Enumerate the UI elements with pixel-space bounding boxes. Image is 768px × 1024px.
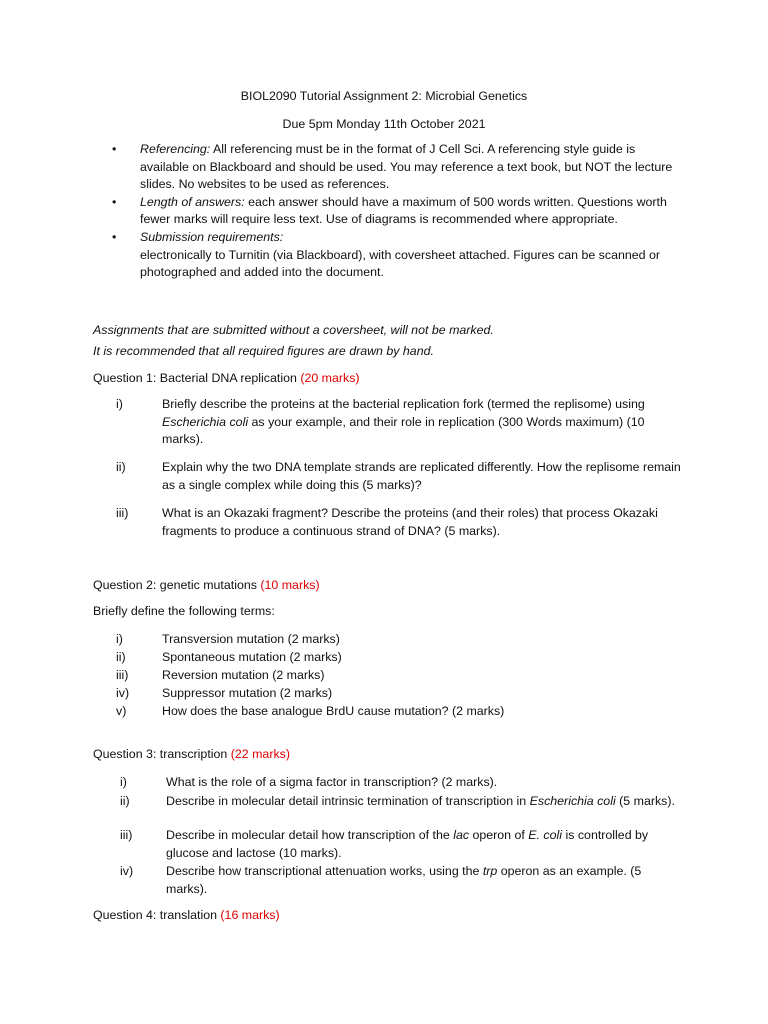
- item-text: [166, 793, 676, 811]
- item-number: ii): [116, 460, 126, 474]
- item-number: iii): [120, 828, 133, 842]
- requirements-list: [112, 141, 682, 282]
- list-item: [116, 685, 716, 703]
- item-number: ii): [116, 650, 126, 664]
- bullet-referencing: [112, 141, 682, 194]
- question-1-heading: [93, 370, 360, 388]
- list-item: [116, 703, 716, 721]
- item-text-italic: trp: [482, 864, 498, 878]
- item-text: What is the role of a sigma factor in transcription? (2 marks).: [166, 775, 498, 789]
- item-number: i): [116, 632, 123, 646]
- question-2-intro: Briefly define the following terms:: [93, 604, 275, 618]
- item-number: iii): [116, 506, 129, 520]
- item-text-part: (5 marks).: [615, 794, 675, 808]
- item-number: iv): [120, 864, 134, 878]
- bullet-length: [112, 194, 682, 229]
- list-item: [116, 667, 716, 685]
- item-text-italic: E. coli: [528, 828, 563, 842]
- item-text: Suppressor mutation (2 marks): [162, 686, 333, 700]
- bullet-text: electronically to Turnitin (via Blackboard), with coversheet attached. Figures can be scanned or photographed and added into the document.: [140, 247, 660, 280]
- item-text-part: operon of: [469, 828, 529, 842]
- bullet-label: Length of answers:: [140, 194, 245, 209]
- bullet-text: All referencing must be in the format of J Cell Sci. A referencing style guide is available on Blackboard and should be used. You may reference a text book, but NOT the lecture slides. No websites to be used as references.: [140, 142, 673, 192]
- list-item: [116, 649, 716, 667]
- document-title: BIOL2090 Tutorial Assignment 2: Microbial Genetics: [240, 89, 528, 103]
- item-text-part: is controlled by glucose and lactose (10 marks).: [166, 828, 649, 860]
- item-number: i): [120, 775, 127, 789]
- item-number: iii): [116, 668, 129, 682]
- item-text-italic: Escherichia coli: [529, 794, 616, 808]
- question-2-heading: [93, 577, 320, 595]
- question-title: Question 4: translation: [93, 908, 221, 922]
- question-title: Question 3: transcription: [93, 747, 231, 761]
- note-figures: It is recommended that all required figures are drawn by hand.: [93, 344, 434, 358]
- bullet-dot-icon: •: [112, 194, 117, 209]
- notes: [93, 322, 693, 364]
- item-text-italic: Escherichia coli: [162, 414, 249, 429]
- item-number: ii): [120, 794, 130, 808]
- question-marks: (22 marks): [230, 747, 290, 761]
- item-number: v): [116, 704, 127, 718]
- bullet-text: each answer should have a maximum of 500 words written. Questions worth fewer marks will require less text. Use of diagrams is recommended where appropriate.: [140, 194, 667, 227]
- item-text-part: Describe in molecular detail how transcription of the: [166, 828, 454, 842]
- item-text: How does the base analogue BrdU cause mutation? (2 marks): [162, 704, 505, 718]
- bullet-dot-icon: •: [112, 229, 117, 244]
- list-item: [116, 631, 716, 649]
- item-number: i): [116, 397, 123, 411]
- item-text-part: operon as an example. (5 marks).: [166, 864, 642, 896]
- bullet-submission: [112, 229, 682, 282]
- question-marks: (10 marks): [260, 578, 320, 592]
- note-coversheet: Assignments that are submitted without a coversheet, will not be marked.: [93, 323, 494, 337]
- item-text: Explain why the two DNA template strands are replicated differently. How the replisome remain as a single complex while doing this (5 marks)?: [162, 460, 681, 492]
- question-4-heading: [93, 907, 280, 925]
- item-text: [166, 827, 676, 862]
- item-text: What is an Okazaki fragment? Describe the proteins (and their roles) that process Okazaki fragments to produce a continuous strand of DNA? (5 marks).: [162, 506, 658, 538]
- item-text: Spontaneous mutation (2 marks): [162, 650, 342, 664]
- bullet-label: Referencing:: [140, 142, 211, 156]
- item-text-part: Describe how transcriptional attenuation works, using the: [166, 864, 483, 878]
- item-text: Reversion mutation (2 marks): [162, 668, 325, 682]
- item-number: iv): [116, 686, 130, 700]
- item-text-part: Describe in molecular detail intrinsic termination of transcription in: [166, 794, 530, 808]
- item-text: Transversion mutation (2 marks): [162, 632, 340, 646]
- item-text-part: as your example, and their role in replication (300 Words maximum) (10 marks).: [162, 414, 645, 447]
- question-marks: (20 marks): [300, 371, 360, 385]
- item-text-italic: lac: [453, 828, 470, 842]
- item-text-part: Briefly describe the proteins at the bacterial replication fork (termed the replisome) using: [162, 397, 645, 411]
- item-text: [166, 863, 676, 898]
- bullet-label: Submission requirements:: [140, 229, 284, 244]
- question-3-heading: [93, 746, 290, 764]
- bullet-dot-icon: •: [112, 142, 117, 156]
- question-title: Question 2: genetic mutations: [93, 578, 261, 592]
- question-title: Question 1: Bacterial DNA replication: [93, 371, 301, 385]
- question-marks: (16 marks): [220, 908, 280, 922]
- item-text: [162, 396, 682, 449]
- due-date: Due 5pm Monday 11th October 2021: [282, 117, 486, 131]
